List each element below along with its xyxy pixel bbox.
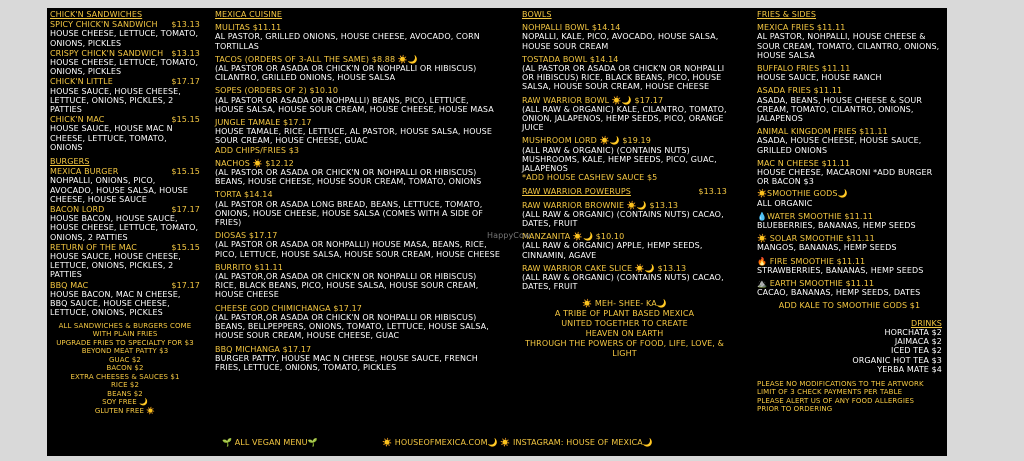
menu-item (522, 55, 727, 92)
menu-item-description: HOUSE TAMALE, RICE, LETTUCE, AL PASTOR, HOUSE SALSA, HOUSE SOUR CREAM, HOUSE CHEESE, GUAC (215, 127, 492, 146)
menu-item-description: BLUEBERRIES, BANANAS, HEMP SEEDS (757, 221, 916, 231)
menu-item-name: RAW WARRIOR CAKE SLICE ☀️🌙 $13.13 (522, 263, 687, 273)
menu-item (215, 345, 500, 373)
menu-item-name: MANZANITA ☀️🌙 $10.10 (522, 232, 625, 242)
menu-item (215, 190, 500, 227)
item-title: CRISPY CHICK'N SANDWICH (50, 48, 164, 58)
menu-item-name: ☀️ SOLAR SMOOTHIE $11.11 (757, 234, 875, 244)
menu-item (757, 212, 942, 230)
menu-item-name (50, 20, 200, 29)
item-price: $17.17 (171, 77, 200, 87)
menu-item (50, 49, 200, 77)
tagline-line: A TRIBE OF PLANT BASED MEXICA (554, 309, 695, 319)
menu-item-name: TACOS (ORDERS OF 3-ALL THE SAME) $8.88 ☀️🌙 (215, 54, 418, 64)
menu-item (522, 232, 727, 260)
menu-item (215, 55, 500, 83)
menu-item (215, 86, 500, 114)
menu-item-description: (ALL RAW & ORGANIC) APPLE, HEMP SEEDS, CINNAMIN, AGAVE (522, 241, 703, 260)
menu-board (47, 8, 947, 456)
menu-item-description: (AL PASTOR OR ASADA OR CHICK'N OR NOHPALLI OR HIBISCUS) CILANTRO, GRILLED ONIONS, HOUSE SALSA (215, 64, 477, 83)
menu-item-description: ASADA, HOUSE CHEESE, HOUSE SAUCE, GRILLED ONIONS (757, 136, 922, 155)
item-price: $15.15 (171, 242, 200, 252)
item-title: BACON LORD (50, 205, 105, 215)
note-line: BEYOND MEAT PATTY $3 (81, 347, 169, 355)
section-title-bowls: BOWLS (522, 10, 552, 19)
menu-item-description: HOUSE SAUCE, HOUSE RANCH (757, 73, 882, 83)
menu-item (215, 159, 500, 187)
item-title: CHICK'N MAC (50, 115, 105, 125)
column-bowls (522, 10, 727, 359)
menu-item (215, 23, 500, 51)
menu-item-name: RAW WARRIOR BROWNIE ☀️🌙 $13.13 (522, 200, 679, 210)
menu-item (50, 281, 200, 318)
menu-item-description: (AL PASTOR OR ASADA OR CHICK'N OR NOHPALLI OR HIBISCUS) BEANS, HOUSE CHEESE, HOUSE SOUR CREAM, TOMATO, ONIONS (215, 168, 482, 187)
note-line: GLUTEN FREE ☀️ (94, 406, 156, 415)
menu-item (757, 279, 942, 297)
menu-item (215, 118, 500, 155)
menu-item (215, 231, 500, 259)
menu-item (215, 263, 500, 300)
menu-item (757, 257, 942, 275)
menu-item-name (50, 77, 200, 86)
column-fries-sides (757, 10, 942, 414)
item-title: CHICK'N LITTLE (50, 77, 113, 87)
menu-item-description: AL PASTOR, NOHPALLI, HOUSE CHEESE & SOUR CREAM, TOMATO, CILANTRO, ONIONS, HOUSE SALSA (757, 32, 940, 60)
menu-item-description: MANGOS, BANANAS, HEMP SEEDS (757, 243, 897, 253)
note-line: RICE $2 (110, 381, 140, 389)
menu-item-name: RAW WARRIOR BOWL ☀️🌙 $17.17 (522, 95, 664, 105)
section-title-fries: FRIES & SIDES (757, 10, 817, 19)
menu-item-description: (ALL RAW & ORGANIC) (CONTAINS NUTS) MUSHROOMS, KALE, HEMP SEEDS, PICO, GUAC, JALAPENOS (522, 145, 717, 174)
drink-item: ORGANIC HOT TEA $3 (852, 355, 942, 365)
menu-item-name: MAC N CHEESE $11.11 (757, 158, 851, 168)
menu-item-description: HOUSE SAUCE, HOUSE CHEESE, LETTUCE, ONIONS, PICKLES, 2 PATTIES (50, 86, 181, 115)
menu-item-name: 💧WATER SMOOTHIE $11.11 (757, 211, 873, 221)
tagline-line: ☀️ MEH- SHEE- KA🌙 (582, 299, 667, 309)
menu-item (757, 23, 942, 60)
tagline (522, 299, 727, 359)
item-title: BBQ MAC (50, 280, 89, 290)
menu-item-name: NACHOS ☀️ $12.12 (215, 158, 294, 168)
menu-item-description: HOUSE SAUCE, HOUSE MAC N CHEESE, LETTUCE, TOMATO, ONIONS (50, 124, 173, 152)
disclaimer-line: PRIOR TO ORDERING (757, 405, 833, 414)
menu-item-description: HOUSE SAUCE, HOUSE CHEESE, LETTUCE, ONIONS, PICKLES, 2 PATTIES (50, 252, 181, 280)
smoothie-subtitle: ALL ORGANIC (757, 198, 813, 208)
menu-item-description: (AL PASTOR OR ASADA OR NOHPALLI) HOUSE MASA, BEANS, RICE, PICO, LETTUCE, HOUSE SALSA, HOUSE SOUR CREAM, HOUSE CHEESE (215, 240, 500, 259)
menu-item-extra: ADD CHIPS/FRIES $3 (215, 145, 300, 155)
menu-item-description: HOUSE BACON, MAC N CHEESE, BBQ SAUCE, HOUSE CHEESE, LETTUCE, ONIONS, PICKLES (50, 289, 181, 318)
disclaimer-line: LIMIT OF 3 CHECK PAYMENTS PER TABLE (757, 388, 903, 397)
item-price: $15.15 (171, 115, 200, 125)
drinks-section (757, 319, 942, 374)
menu-item-name: NOHPALLI BOWL $14.14 (522, 23, 621, 33)
section-title-mexica: MEXICA CUISINE (215, 10, 283, 19)
menu-item-name: TORTA $14.14 (215, 190, 273, 200)
disclaimer-line: PLEASE ALERT US OF ANY FOOD ALLERGIES (757, 396, 915, 405)
menu-item (215, 304, 500, 341)
menu-item-name: BURRITO $11.11 (215, 262, 283, 272)
section-title-drinks: DRINKS (911, 318, 942, 328)
powerups-title: RAW WARRIOR POWERUPS $13.13 (522, 187, 727, 197)
menu-item-name: SOPES (ORDERS OF 2) $10.10 (215, 86, 339, 96)
item-title: RETURN OF THE MAC (50, 242, 137, 252)
note-line: EXTRA CHEESES & SAUCES $1 (70, 372, 180, 381)
menu-item-description: HOUSE BACON, HOUSE SAUCE, HOUSE CHEESE, LETTUCE, TOMATO, ONIONS, 2 PATTIES (50, 214, 199, 242)
menu-item-description: (AL PASTOR,OR ASADA OR CHICK'N OR NOHPALLI OR HIBISCUS) BEANS, BELLPEPPERS, ONIONS, TOMATO, LETTUCE, HOUSE SALSA, HOUSE SOUR CREAM, HOUSE CHEESE, GUAC (215, 312, 489, 341)
item-price: $17.17 (171, 205, 200, 215)
menu-item-name: JUNGLE TAMALE $17.17 (215, 118, 312, 128)
menu-item-description: (ALL RAW & ORGANIC) (CONTAINS NUTS) CACAO, DATES, FRUIT (522, 273, 724, 292)
menu-item (50, 77, 200, 114)
menu-item-description: BURGER PATTY, HOUSE MAC N CHEESE, HOUSE SAUCE, FRENCH FRIES, LETTUCE, ONIONS, TOMATO, PICKLES (215, 353, 478, 372)
watermark: HappyCow (487, 231, 531, 240)
menu-item-description: CACAO, BANANAS, HEMP SEEDS, DATES (757, 288, 921, 298)
menu-item-name (50, 49, 200, 58)
menu-item-name: ASADA FRIES $11.11 (757, 86, 843, 96)
menu-item (522, 264, 727, 292)
disclaimer-line: PLEASE NO MODIFICATIONS TO THE ARTWORK (757, 379, 924, 388)
menu-item-name (50, 167, 200, 176)
menu-item-description: AL PASTOR, GRILLED ONIONS, HOUSE CHEESE, AVOCADO, CORN TORTILLAS (215, 32, 480, 51)
note-line: BACON $2 (106, 364, 144, 372)
drink-item: JAIMACA $2 (894, 337, 942, 347)
item-title: MEXICA BURGER (50, 167, 119, 177)
menu-item (757, 86, 942, 123)
tagline-line: THROUGH THE POWERS OF FOOD, LIFE, LOVE, & LIGHT (525, 339, 724, 359)
menu-item (50, 115, 200, 152)
menu-item-name: DIOSAS $17.17 (215, 231, 278, 241)
menu-item-name: BUFFALO FRIES $11.11 (757, 64, 851, 74)
menu-item-name: BBQ MICHANGA $17.17 (215, 344, 312, 354)
menu-item-name: 🔥 FIRE SMOOTHIE $11.11 (757, 256, 866, 266)
section-title-burgers: BURGERS (50, 157, 90, 167)
menu-item-description: HOUSE CHEESE, LETTUCE, TOMATO, ONIONS, PICKLES (50, 58, 199, 77)
menu-item (522, 201, 727, 229)
menu-item-name (50, 115, 200, 124)
drink-item: ICED TEA $2 (891, 346, 942, 356)
item-title: SPICY CHICK'N SANDWICH (50, 20, 158, 30)
menu-item (757, 127, 942, 155)
section-title-chickn: CHICK'N SANDWICHES (50, 10, 143, 19)
menu-item-description: (ALL RAW & ORGANIC) KALE, CILANTRO, TOMATO, ONION, JALAPENOS, HEMP SEEDS, PICO, ORANGE JUICE (522, 104, 727, 133)
menu-item (757, 159, 942, 187)
menu-item-name: ANIMAL KINGDOM FRIES $11.11 (757, 127, 888, 137)
menu-item-description: (AL PASTOR OR ASADA OR CHICK'N OR NOHPALLI OR HIBISCUS) RICE, BLACK BEANS, PICO, HOUSE SALSA, HOUSE SOUR CREAM, HOUSE CHEESE (522, 64, 725, 92)
note-line: GUAC $2 (109, 355, 141, 364)
menu-item-name (50, 281, 200, 290)
menu-item-description: NOHPALLI, ONIONS, PICO, AVOCADO, HOUSE SALSA, HOUSE CHEESE, HOUSE SAUCE (50, 176, 188, 204)
note-line: SOY FREE 🌙 (102, 398, 148, 406)
menu-item (50, 167, 200, 204)
menu-item-name: ⛰️ EARTH SMOOTHIE $11.11 (757, 279, 875, 289)
drink-item: HORCHATA $2 (884, 327, 942, 337)
menu-item-description: HOUSE CHEESE, MACARONI *ADD BURGER OR BACON $3 (757, 168, 933, 187)
add-kale-note: ADD KALE TO SMOOTHIE GODS $1 (778, 301, 921, 311)
menu-item-description: (AL PASTOR OR ASADA LONG BREAD, BEANS, LETTUCE, TOMATO, ONIONS, HOUSE CHEESE, HOUSE SALSA (COMES WITH A SIDE OF FRIES) (215, 199, 484, 228)
footer-vegan-label: 🌱 ALL VEGAN MENU🌱 (222, 438, 318, 447)
menu-item-name: TOSTADA BOWL $14.14 (522, 54, 619, 64)
note-line: ALL SANDWICHES & BURGERS COME (58, 321, 192, 330)
menu-item (757, 234, 942, 252)
tagline-line: HEAVEN ON EARTH (585, 329, 664, 339)
add-ons-notes (50, 322, 200, 416)
menu-item (50, 20, 200, 48)
note-line: BEANS $2 (107, 389, 143, 398)
item-price: $13.13 (171, 20, 200, 30)
menu-item-name (50, 205, 200, 214)
item-price: $13.13 (171, 48, 200, 58)
drink-item: YERBA MATE $4 (877, 364, 942, 374)
menu-item-name (50, 243, 200, 252)
menu-item-name: CHEESE GOD CHIMICHANGA $17.17 (215, 303, 362, 313)
smoothie-title: ☀️SMOOTHIE GODS🌙 (757, 189, 848, 199)
menu-item-description: NOPALLI, KALE, PICO, AVOCADO, HOUSE SALSA, HOUSE SOUR CREAM (522, 32, 719, 51)
item-price: $17.17 (171, 280, 200, 290)
menu-item-description: (ALL RAW & ORGANIC) (CONTAINS NUTS) CACAO, DATES, FRUIT (522, 209, 724, 229)
menu-item (50, 205, 200, 242)
menu-item-name: MEXICA FRIES $11.11 (757, 23, 846, 33)
menu-item (522, 96, 727, 133)
menu-item (522, 23, 727, 51)
menu-item-name: MULITAS $11.11 (215, 23, 282, 33)
menu-item-description: (AL PASTOR,OR ASADA OR CHICK'N OR NOHPALLI OR HIBISCUS) RICE, BLACK BEANS, PICO, HOUSE SALSA, HOUSE SOUR CREAM, HOUSE CHEESE (215, 272, 479, 300)
item-price: $15.15 (171, 167, 200, 177)
menu-item (757, 64, 942, 82)
menu-item-extra: *ADD HOUSE CASHEW SAUCE $5 (522, 173, 658, 183)
disclaimer (757, 380, 942, 414)
menu-item-name: MUSHROOM LORD ☀️🌙 $19.19 (522, 136, 651, 146)
column-mexica-cuisine (215, 10, 500, 372)
menu-item (50, 243, 200, 280)
note-line: WITH PLAIN FRIES (92, 330, 158, 338)
menu-item-description: HOUSE CHEESE, LETTUCE, TOMATO, ONIONS, PICKLES (50, 29, 199, 48)
note-line: UPGRADE FRIES TO SPECIALTY FOR $3 (56, 338, 194, 347)
tagline-line: UNITED TOGETHER TO CREATE (561, 319, 688, 329)
footer-website-instagram: ☀️ HOUSEOFMEXICA.COM🌙 ☀️ INSTAGRAM: HOUSE OF MEXICA🌙 (382, 438, 653, 447)
column-sandwiches-burgers (50, 10, 200, 415)
menu-item-description: ASADA, BEANS, HOUSE CHEESE & SOUR CREAM, TOMATO, CILANTRO, ONIONS, JALAPENOS (757, 95, 923, 124)
menu-item-description: (AL PASTOR OR ASADA OR NOHPALLI) BEANS, PICO, LETTUCE, HOUSE SALSA, HOUSE SOUR CREAM, HOUSE CHEESE, HOUSE MASA (215, 95, 494, 114)
menu-item (522, 136, 727, 182)
menu-item-description: STRAWBERRIES, BANANAS, HEMP SEEDS (757, 265, 924, 275)
